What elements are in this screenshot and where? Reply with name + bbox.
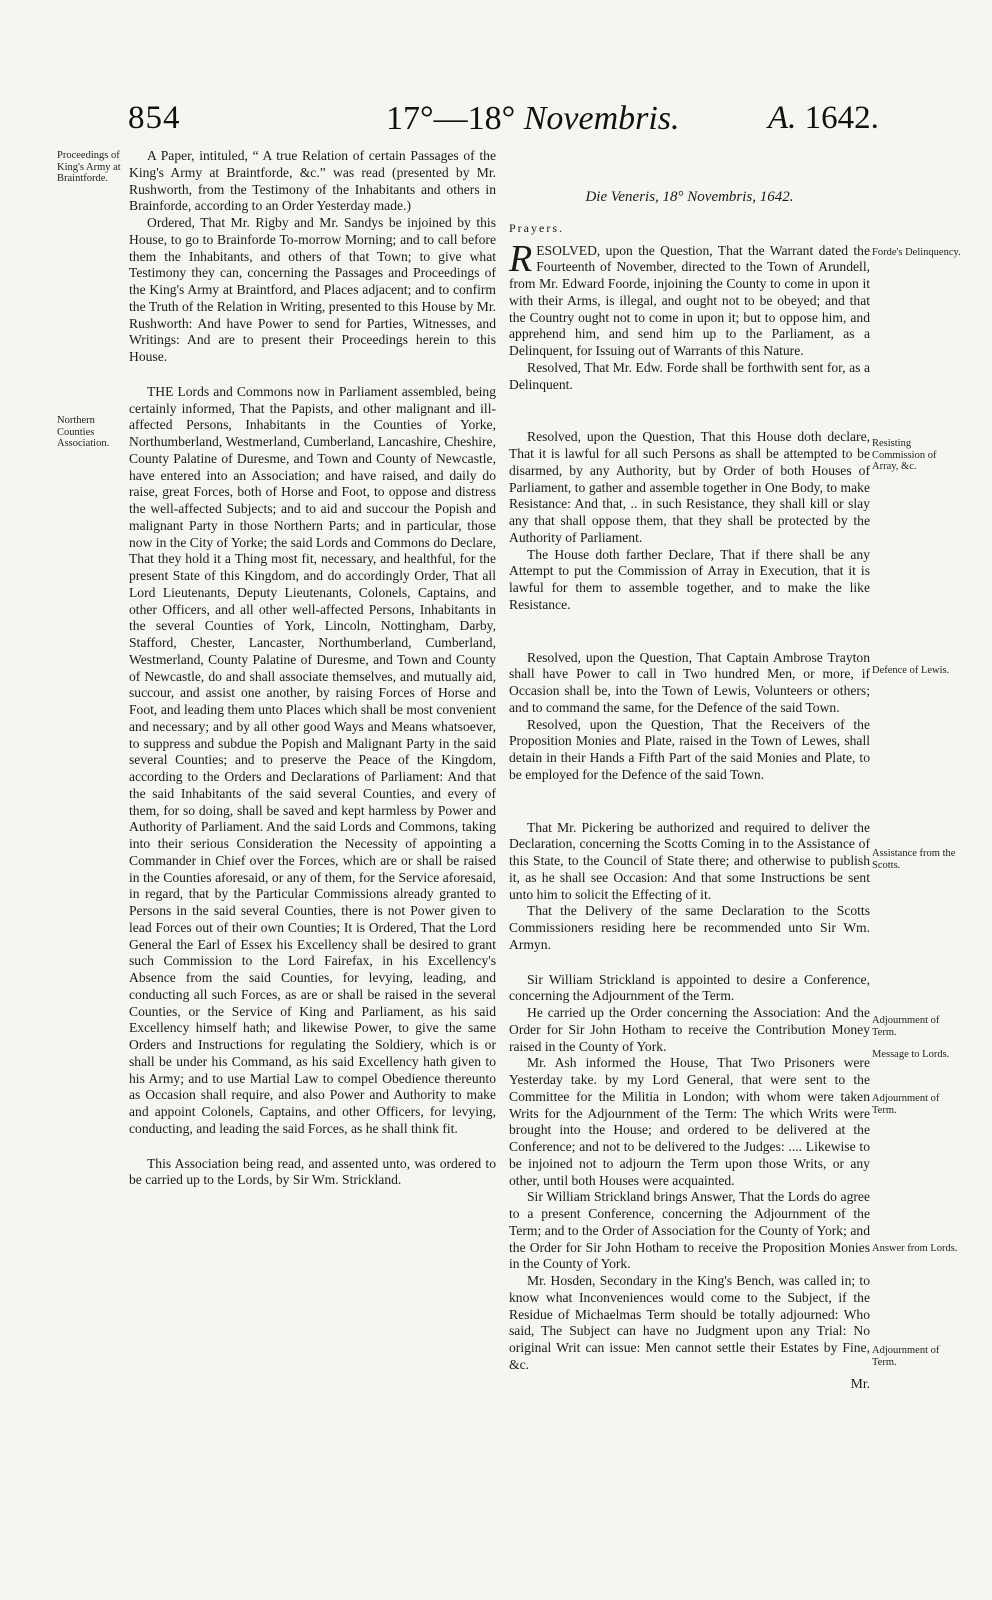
paragraph-forde-delinquent: Resolved, That Mr. Edw. Forde shall be forthwith sent for, as a Delinquent.	[509, 359, 870, 392]
right-column	[509, 148, 870, 1392]
paragraph-association-read: This Association being read, and assented unto, was ordered to be carried up to the Lords, by Sir Wm. Strickland.	[129, 1155, 496, 1188]
paragraph-order-association: He carried up the Order concerning the Association: And the Order for Sir John Hotham to receive the Contribution Money raised in the County of York.	[509, 1005, 870, 1054]
session-dateline: Die Veneris, 18° Novembris, 1642.	[585, 189, 794, 205]
year-value: 1642.	[804, 100, 879, 136]
drop-cap: R	[509, 237, 533, 280]
margin-note-adjournment-2: Adjournment of Term.	[872, 1093, 940, 1116]
paragraph-association-declaration: THE Lords and Commons now in Parliament assembled, being certainly informed, That the Papists, and other malignant and ill-affected Persons, Inhabitants in the Counties of Yorke, Northumberland, Westmerland, Cumberland, Lancashire, Cheshire, County Palatine of Duresme, and Town and County of Newcastle, have entered into an Association; and have raised, and daily do raise, great Forces, both of Horse and Foot, to oppose and distress the well-affected Subjects; and to aid and succour the Popish and malignant Party in those Northern Parts; and in particular, those now in the City of Yorke; the said Lords and Commons do Declare, That they hold it a Thing most fit, necessary, and healthful, for the present State of this Kingdom, and do accordingly Order, That all Lord Lieutenants, Deputy Lieutenants, Colonels, Captains, and other Officers, and all other well-affected Persons, Inhabitants in the several Counties of York, Lincoln, Nottingham, Darby, Stafford, Chester, Lancaster, Northumberland, Cumberland, Westmerland, County Palatine of Duresme, and Town and County of Newcastle, do and shall associate themselves, and mutually aid, succour, and assist one another, by raising Forces of Horse and Foot, and leading them unto Places which shall be most convenient and necessary; and by all other good Ways and Means whatsoever, to suppress and subdue the Popish and Malignant Party in the said several Counties; and to preserve the Peace of the Kingdom, according to the Orders and Declarations of Parliament: And that the said Inhabitants of the said several Counties, and every of them, for so doing, shall be saved and kept harmless by Power and Authority of Parliament. And the said Lords and Commons, taking into their serious Consideration the Necessity of appointing a Commander in Chief over the Forces, which are or shall be raised in the Counties aforesaid, or any of them, for the Service aforesaid, in regard, that by the Particular Commissions already granted to Persons in the said several Counties, there is not Power given to lead Forces out of their own Counties; It is Ordered, That the Lord General the Earl of Essex his Excellency shall be desired to grant such Commission to the Lord Fairefax, in his Excellency's Absence from the said Counties, for levying, leading, and conducting all such Forces, as are or shall be raised in the several Counties, or the Service of King and Parliament, as his said Excellency himself hath; and likewise Power, to give the same Orders and Instructions for regulating the Soldiery, which is or shall be under his Command, as his said Excellency hath given to his Army; and to use Martial Law to compel Obedience thereunto as Occasion shall require, and also Power and Authority to make and appoint Colonels, Captains, and other Officers, for levying, conducting, and leading the said Forces, as he shall think fit.	[129, 383, 496, 1136]
margin-note-answer-lords: Answer from Lords.	[872, 1243, 958, 1254]
catchword: Mr.	[850, 1375, 870, 1391]
year-heading	[768, 100, 879, 150]
margin-note-adjournment-1: Adjournment of Term.	[872, 1015, 940, 1038]
paragraph-trayton: Resolved, upon the Question, That Captain Ambrose Trayton shall have Power to call in Two hundred Men, or more, if Occasion shall be, into the Town of Lewis, Volunteers or others; and to command the same, for the Defence of the said Town.	[509, 649, 870, 715]
paragraph-commission-array: The House doth farther Declare, That if there shall be any Attempt to put the Commission of Array in Execution, that it is lawful for them to assemble together, and to make the like Resistance.	[509, 546, 870, 612]
month-label: Novembris.	[523, 100, 680, 137]
paragraph-ordered-rigby: Ordered, That Mr. Rigby and Mr. Sandys be injoined by this House, to go to Brainforde To-morrow Morning; and to call before them the Inhabitants, and others of that Town; to give what Testimony they can, concerning the Passages and Proceedings of the King's Army at Braintford, and Places adjacent; and to confirm the Truth of the Relation in Writing, presented to this House by Mr. Rushworth: And have Power to send for Parties, Witnesses, and Writings: And are to present their Proceedings herein to this House.	[129, 215, 496, 364]
date-range: 17°—18°	[386, 100, 516, 137]
margin-note-resisting-array: Resisting Commission of Array, &c.	[872, 438, 937, 472]
margin-note-adjournment-3: Adjournment of Term.	[872, 1345, 940, 1368]
paragraph-receivers-lewes: Resolved, upon the Question, That the Receivers of the Proposition Monies and Plate, raised in the Town of Lewes, shall detain in their Hands a Fifth Part of the said Monies and Plate, to be employed for the Defence of the said Town.	[509, 716, 870, 782]
paragraph-hosden: Mr. Hosden, Secondary in the King's Bench, was called in; to know what Inconveniences would come to the Subject, if the Residue of Michaelmas Term should be totally adjourned: Who said, The Subject can have no Judgment upon any Trial: No original Writ can issue: Men cannot settle their Estates by Fine, &c.	[509, 1273, 870, 1372]
paragraph-scotts-commissioners: That the Delivery of the same Declaration to the Scotts Commissioners residing here be recommended unto Sir Wm. Armyn.	[509, 903, 870, 952]
date-heading	[386, 100, 680, 150]
paragraph-true-relation: A Paper, intituled, “ A true Relation of certain Passages of the King's Army at Braintforde, &c.” was read (presented by Mr. Rushworth, from the Testimony of the Inhabitants and others in Brainforde, according to an Order Yesterday made.)	[129, 148, 496, 214]
paragraph-ash-prisoners: Mr. Ash informed the House, That Two Prisoners were Yesterday take. by my Lord General, that were sent to the Committee for the Militia in London; with whom were taken Writs for the Adjournment of the Term: The which Writs were brought into the House; and ordered to be delivered at the Conference; and not to be delivered to the Judges: .... Likewise to be injoined not to adjourn the Term upon those Writs, or any other, until both Houses were acquainted.	[509, 1055, 870, 1188]
margin-note-assistance-scotts: Assistance from the Scotts.	[872, 848, 956, 871]
margin-note-forde-delinquency: Forde's Delinquency.	[872, 247, 961, 258]
paragraph-pickering: That Mr. Pickering be authorized and required to deliver the Declaration, concerning the Scotts Coming in to the Assistance of this State, to the Council of State there; and otherwise to publish it, as he shall see Occasion: And that some Instructions be sent unto him to solicit the Effecting of it.	[509, 819, 870, 902]
margin-note-message-lords: Message to Lords.	[872, 1049, 950, 1060]
left-column	[129, 148, 496, 1189]
year-prefix: A.	[768, 100, 797, 136]
paragraph-lords-answer: Sir William Strickland brings Answer, That the Lords do agree to a present Conference, concerning the Adjournment of the Term; and to the Order of Association for the County of York; and the Order for Sir John Hotham to receive the Proposition Monies in the County of York.	[509, 1189, 870, 1272]
paragraph-strickland-conference: Sir William Strickland is appointed to desire a Conference, concerning the Adjournment of the Term.	[509, 971, 870, 1004]
page-number: 854	[128, 100, 181, 136]
margin-note-defence-lewis: Defence of Lewis.	[872, 665, 950, 676]
margin-note-northern-association: Northern Counties Association.	[57, 415, 110, 449]
margin-note-braintforde: Proceedings of King's Army at Braintforde.	[57, 150, 121, 184]
paragraph-resistance: Resolved, upon the Question, That this House doth declare, That it is lawful for all such Persons as shall be attempted to be disarmed, by any Authority, but by Order of both Houses of Parliament, to gather and assemble together in One Body, to make Resistance: And that, .. in such Resistance, they shall kill or slay any that shall oppose them, that they shall be protected by the Authority of Parliament.	[509, 429, 870, 545]
prayers-heading: Prayers.	[509, 220, 564, 235]
paragraph-resolved-warrant	[509, 237, 870, 360]
resolved-warrant-text: ESOLVED, upon the Question, That the Warrant dated the Fourteenth of November, directed to the Town of Arundell, from Mr. Edward Foorde, injoining the County to come in upon it with their Arms, is illegal, and ought not to be obeyed; and that the Country ought not to come in upon it; but to oppose him, and apprehend him, and send him up to the Parliament, as a Delinquent, for Issuing out of Warrants of this Nature.	[509, 242, 870, 358]
